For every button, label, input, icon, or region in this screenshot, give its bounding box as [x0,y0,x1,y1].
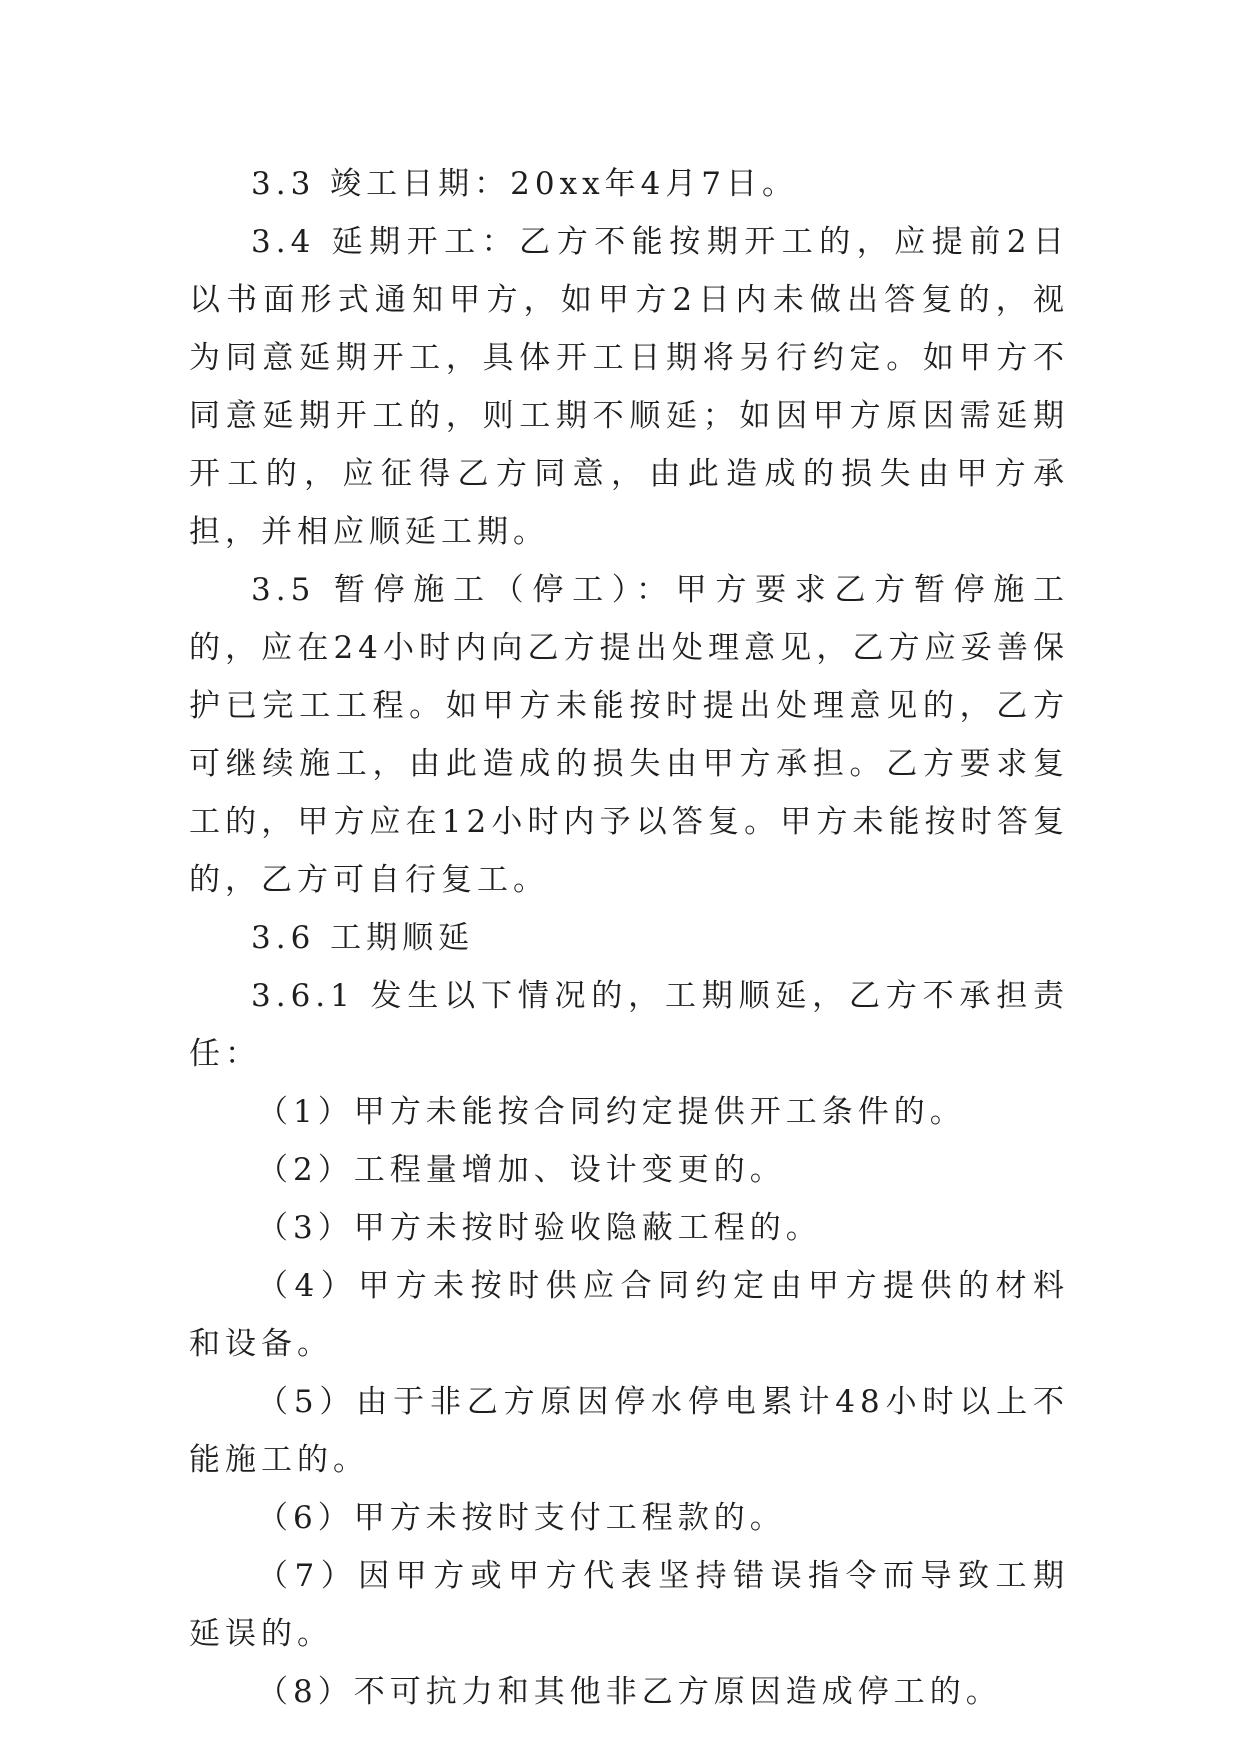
list-item-1: （1）甲方未能按合同约定提供开工条件的。 [257,1094,966,1130]
list-item-5: （5）由于非乙方原因停水停电累计48小时以上不能施工的。 [189,1384,1069,1478]
list-item-4: （4）甲方未按时供应合同约定由甲方提供的材料和设备。 [189,1268,1069,1362]
paragraph-3-6-heading: 3.6 工期顺延 [251,920,475,956]
paragraph-3-4-delayed-start: 3.4 延期开工：乙方不能按期开工的，应提前2日以书面形式通知甲方，如甲方2日内未做出答复的，视为同意延期开工，具体开工日期将另行约定。如甲方不同意延期开工的，则工期不顺延；如因甲方原因需延期开工的，应征得乙方同意，由此造成的损失由甲方承担，并相应顺延工期。 [189,224,1069,550]
paragraph-3-3: 3.3 竣工日期：20xx年4月7日。 [251,166,799,202]
list-item-2: （2）工程量增加、设计变更的。 [257,1152,786,1188]
document-body [189,155,1069,1721]
list-item-3: （3）甲方未按时验收隐蔽工程的。 [257,1210,822,1246]
paragraph-3-6-1: 3.6.1 发生以下情况的，工期顺延，乙方不承担责任： [189,978,1069,1072]
list-item-6: （6）甲方未按时支付工程款的。 [257,1500,786,1536]
list-item-7: （7）因甲方或甲方代表坚持错误指令而导致工期延误的。 [189,1558,1069,1652]
list-item-8: （8）不可抗力和其他非乙方原因造成停工的。 [257,1674,1002,1710]
paragraph-3-5-suspension: 3.5 暂停施工（停工）：甲方要求乙方暂停施工的，应在24小时内向乙方提出处理意见，乙方应妥善保护已完工工程。如甲方未能按时提出处理意见的，乙方可继续施工，由此造成的损失由甲方承担。乙方要求复工的，甲方应在12小时内予以答复。甲方未能按时答复的，乙方可自行复工。 [189,572,1069,898]
